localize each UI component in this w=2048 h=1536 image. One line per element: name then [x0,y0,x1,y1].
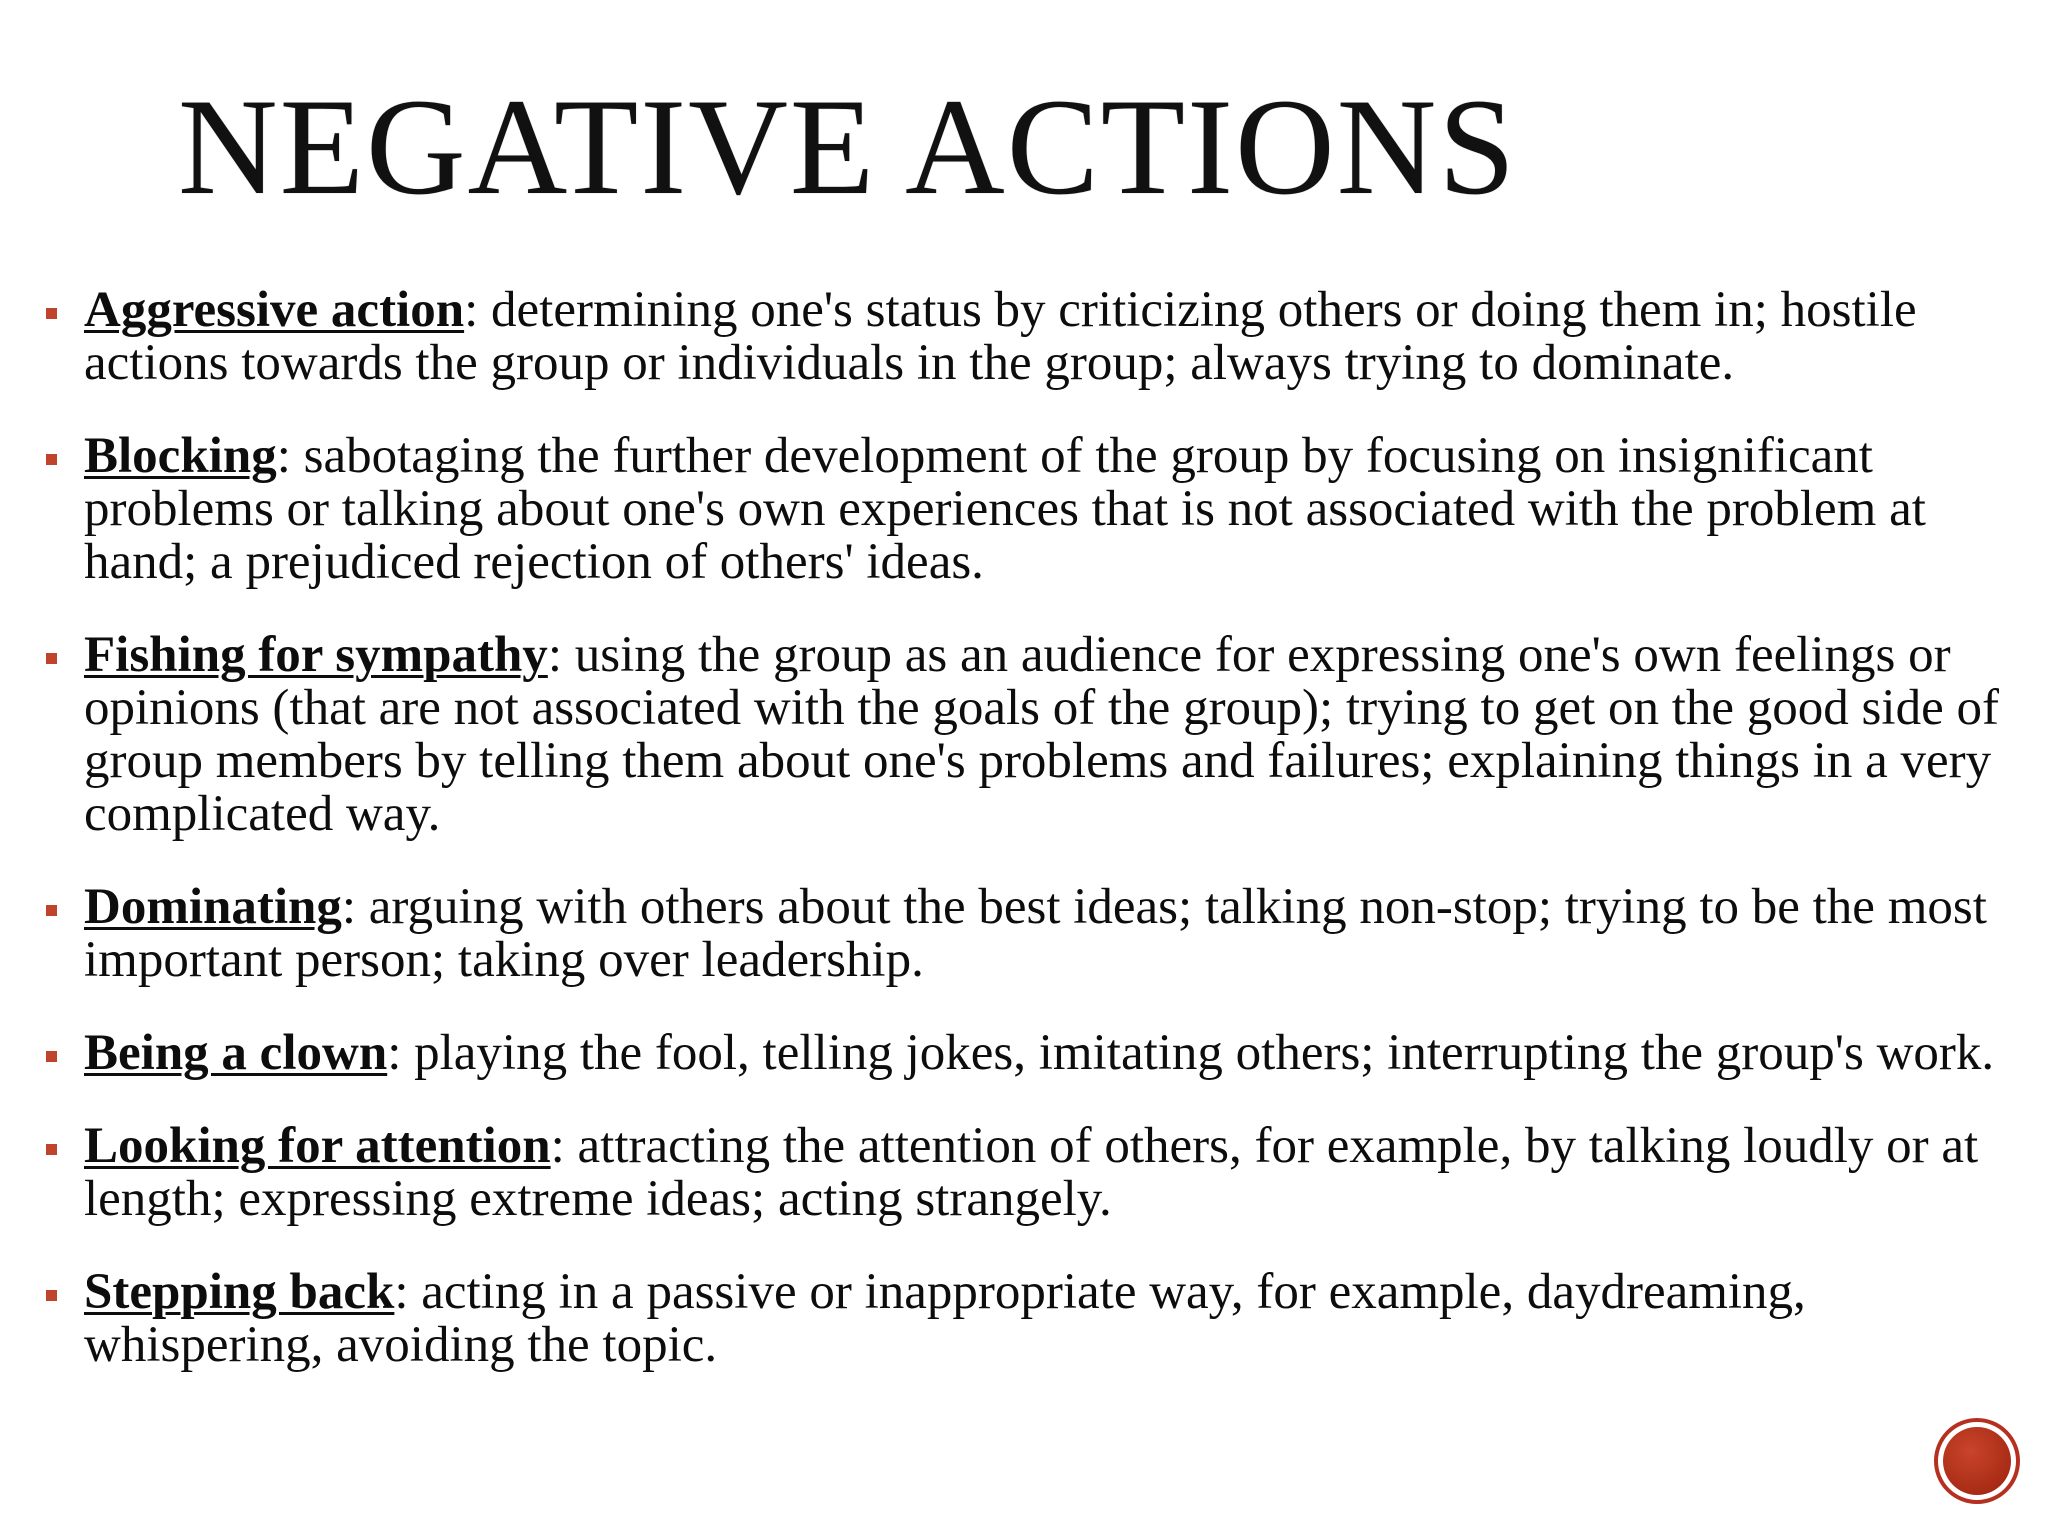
item-separator: : [464,282,479,338]
square-bullet-icon [46,653,57,664]
item-term: Stepping back [84,1264,395,1320]
square-bullet-icon [46,1144,57,1155]
square-bullet-icon [46,308,57,319]
item-term: Dominating [84,879,342,935]
square-bullet-icon [46,1290,57,1301]
bullet-list [40,284,2000,1412]
item-separator: : [547,627,562,683]
item-term: Looking for attention [84,1118,551,1174]
item-description: sabotaging the further development of the group by focusing on insignificant problems or talking about one's own experiences that is not associated with the problem at hand; a prejudiced rejection of others' ideas. [84,428,1926,590]
item-term: Fishing for sympathy [84,627,548,683]
item-description: attracting the attention of others, for example, by talking loudly or at length; expressing extreme ideas; acting strangely. [84,1118,1979,1227]
list-item-being-a-clown [40,1027,2000,1080]
list-item-fishing-for-sympathy [40,629,2000,841]
item-separator: : [387,1025,402,1081]
square-bullet-icon [46,905,57,916]
item-description: determining one's status by criticizing others or doing them in; hostile actions towards the group or individuals in the group; always trying to dominate. [84,282,1917,391]
slide-number-badge-icon [1934,1418,2020,1504]
item-description: arguing with others about the best ideas; talking non-stop; trying to be the most important person; taking over leadership. [84,879,1987,988]
list-item-aggressive-action [40,284,2000,390]
square-bullet-icon [46,454,57,465]
item-term: Being a clown [84,1025,388,1081]
item-description: acting in a passive or inappropriate way, for example, daydreaming, whispering, avoiding the topic. [84,1264,1806,1373]
list-item-dominating [40,881,2000,987]
item-separator: : [550,1118,565,1174]
item-separator: : [341,879,357,935]
item-separator: : [394,1264,409,1320]
badge-circle-icon [1943,1427,2011,1495]
item-term: Blocking [84,428,277,484]
square-bullet-icon [46,1051,57,1062]
item-separator: : [276,428,291,484]
list-item-looking-for-attention [40,1120,2000,1226]
list-item-stepping-back [40,1266,2000,1372]
item-term: Aggressive action [84,282,465,338]
slide-title: NEGATIVE ACTIONS [178,70,1518,223]
item-description: playing the fool, telling jokes, imitating others; interrupting the group's work. [401,1025,1995,1081]
list-item-blocking [40,430,2000,589]
item-description: using the group as an audience for expressing one's own feelings or opinions (that are not associated with the goals of the group); trying to get on the good side of group members by telling them about one's problems and failures; explaining things in a very complicated way. [84,627,1999,842]
